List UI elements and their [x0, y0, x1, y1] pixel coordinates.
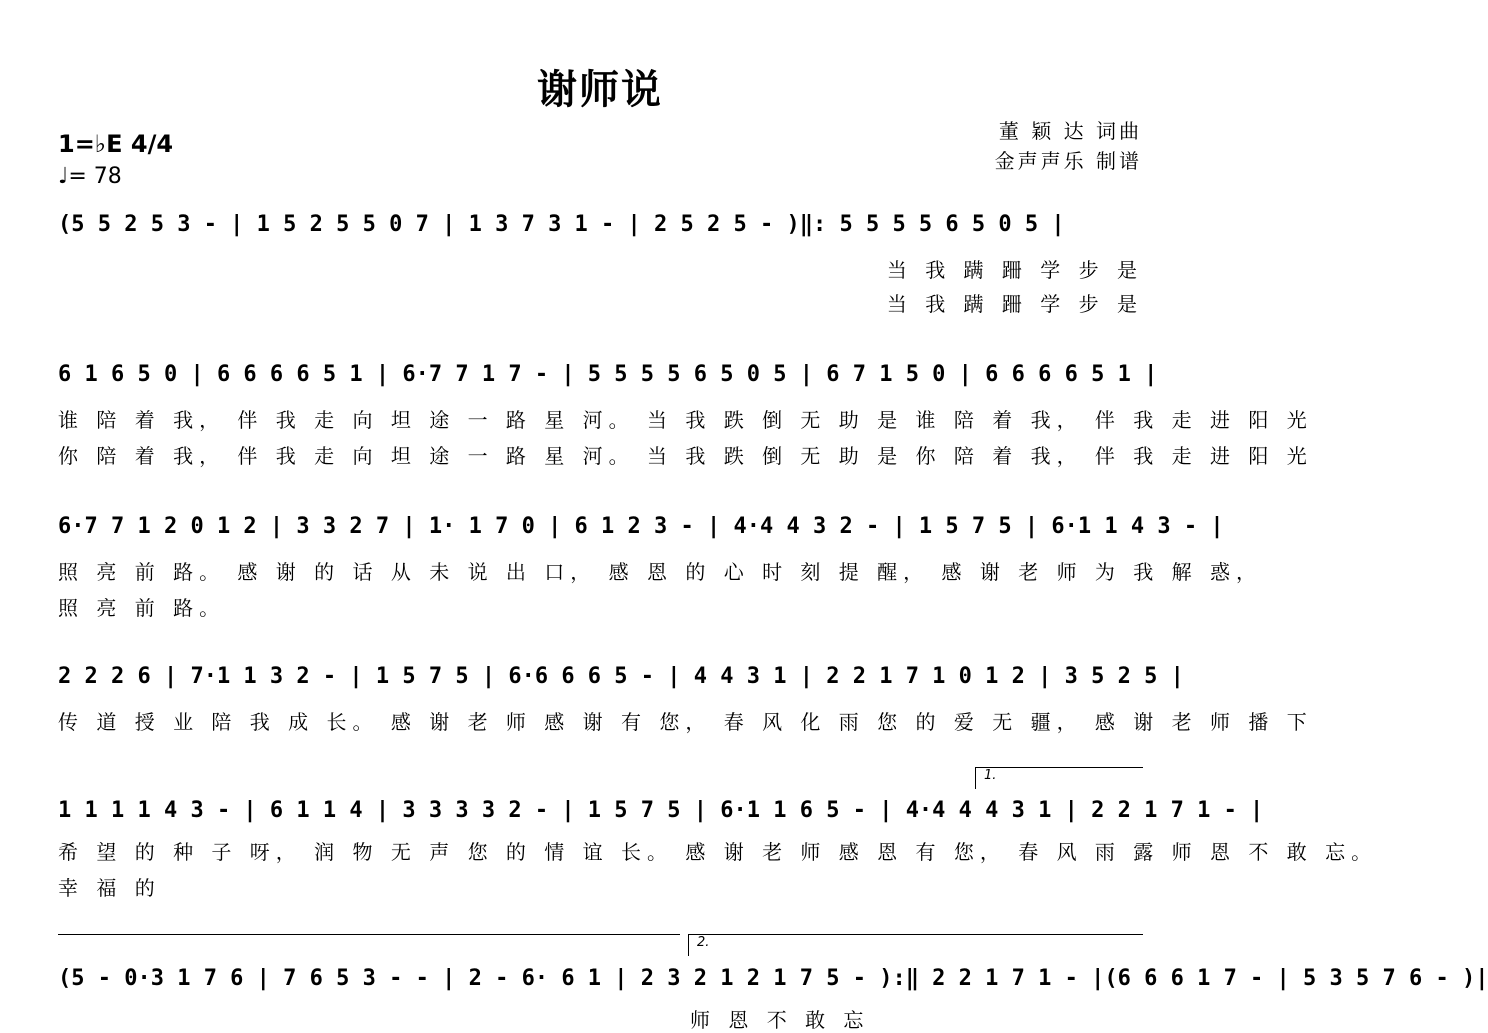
lyric-line-5a: 希 望 的 种 子 呀， 润 物 无 声 您 的 情 谊 长。 感 谢 老 师 感 恩 有 您， 春 风 雨 露 师 恩 不 敢 忘。: [58, 840, 1378, 864]
lyric-line-3a: 照 亮 前 路。 感 谢 的 话 从 未 说 出 口， 感 恩 的 心 时 刻 提 醒， 感 谢 老 师 为 我 解 惑，: [58, 560, 1263, 584]
notation-line-3: 6·7 7 1 2 0 1 2 | 3 3 2 7 | 1· 1 7 0 | 6 1 2 3 - | 4·4 4 3 2 - | 1 5 7 5 | 6·1 1 4 3 - |: [58, 514, 1224, 539]
tempo-marking: ♩= 78: [58, 164, 122, 189]
lyric-line-1a: 当 我 蹒 跚 学 步 是: [886, 258, 1143, 282]
repeat-section-rule: [58, 934, 680, 935]
notation-line-2: 6 1 6 5 0 | 6 6 6 6 5 1 | 6·7 7 1 7 - | 5 5 5 5 6 5 0 5 | 6 7 1 5 0 | 6 6 6 6 5 1 |: [58, 362, 1158, 387]
key-signature: 1=♭E 4/4: [58, 130, 174, 158]
composer-credit: 董 颖 达 词曲: [998, 119, 1142, 143]
lyric-line-1b: 当 我 蹒 跚 学 步 是: [886, 292, 1143, 316]
lyric-line-6a: 师 恩 不 敢 忘: [690, 1008, 870, 1032]
lyric-line-3b: 照 亮 前 路。: [58, 596, 226, 620]
page-title: 谢师说: [537, 67, 663, 113]
credits: [995, 116, 1142, 176]
arranger-credit: 金声声乐 制谱: [994, 149, 1142, 173]
notation-line-4: 2 2 2 6 | 7·1 1 3 2 - | 1 5 7 5 | 6·6 6 6 5 - | 4 4 3 1 | 2 2 1 7 1 0 1 2 | 3 5 2 5 |: [58, 664, 1184, 689]
second-ending-bracket: 2.: [688, 934, 1143, 956]
lyric-line-2b: 你 陪 着 我， 伴 我 走 向 坦 途 一 路 星 河。 当 我 跌 倒 无 助 是 你 陪 着 我， 伴 我 走 进 阳 光: [58, 444, 1313, 468]
tempo-key-block: [58, 130, 173, 189]
lyric-line-5b: 幸 福 的: [58, 876, 161, 900]
notation-line-1: (5 5 2 5 3 - | 1 5 2 5 5 0 7 | 1 3 7 3 1 - | 2 5 2 5 - )‖: 5 5 5 5 6 5 0 5 |: [58, 212, 1065, 237]
first-ending-bracket: 1.: [975, 767, 1143, 789]
lyric-line-4a: 传 道 授 业 陪 我 成 长。 感 谢 老 师 感 谢 有 您， 春 风 化 雨 您 的 爱 无 疆， 感 谢 老 师 播 下: [58, 710, 1313, 734]
lyric-line-2a: 谁 陪 着 我， 伴 我 走 向 坦 途 一 路 星 河。 当 我 跌 倒 无 助 是 谁 陪 着 我， 伴 我 走 进 阳 光: [58, 408, 1313, 432]
notation-line-5: 1 1 1 1 4 3 - | 6 1 1 4 | 3 3 3 3 2 - | 1 5 7 5 | 6·1 1 6 5 - | 4·4 4 4 3 1 | 2 2 1 7 1 - |: [58, 798, 1264, 823]
notation-line-6: (5 - 0·3 1 7 6 | 7 6 5 3 - - | 2 - 6· 6 1 | 2 3 2 1 2 1 7 5 - ):‖ 2 2 1 7 1 - |(6 6 6 1 7 - | 5 3 5 7 6 - )|: [58, 966, 1488, 991]
